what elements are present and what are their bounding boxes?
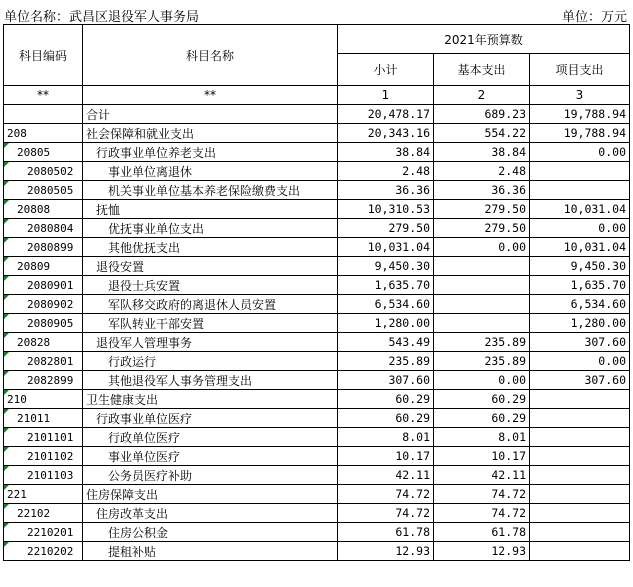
row-code: 22102 [4,504,83,523]
row-name: 住房改革支出 [83,504,338,523]
row-basic: 235.89 [434,333,530,352]
row-code: 2080901 [4,276,83,295]
row-subtotal: 74.72 [338,485,434,504]
row-code: 2082801 [4,352,83,371]
table-row [4,314,630,333]
row-project: 1,635.70 [530,276,630,295]
row-project [530,390,630,409]
table-row [4,485,630,504]
row-subtotal: 60.29 [338,409,434,428]
table-row [4,200,630,219]
row-subtotal: 42.11 [338,466,434,485]
row-code: 2080902 [4,295,83,314]
row-code: 2080804 [4,219,83,238]
row-project: 19,788.94 [530,105,630,124]
row-basic: 60.29 [434,390,530,409]
table-row [4,257,630,276]
row-name: 行政运行 [83,352,338,371]
row-subtotal: 279.50 [338,219,434,238]
table-row [4,428,630,447]
row-project: 10,031.04 [530,200,630,219]
row-subtotal: 20,343.16 [338,124,434,143]
row-name: 军队移交政府的离退休人员安置 [83,295,338,314]
row-code: 21011 [4,409,83,428]
row-name: 行政事业单位医疗 [83,409,338,428]
row-project: 1,280.00 [530,314,630,333]
row-project: 10,031.04 [530,238,630,257]
row-project: 6,534.60 [530,295,630,314]
row-project [530,428,630,447]
unit-name: 单位名称：武昌区退役军人事务局 [4,10,200,25]
budget-table [3,24,630,561]
row-basic: 8.01 [434,428,530,447]
table-row [4,542,630,561]
row-subtotal: 10.17 [338,447,434,466]
row-project [530,542,630,561]
row-basic: 235.89 [434,352,530,371]
header-project: 项目支出 [530,54,630,86]
row-project [530,504,630,523]
table-row [4,124,630,143]
row-subtotal: 307.60 [338,371,434,390]
row-project [530,181,630,200]
row-name: 住房公积金 [83,523,338,542]
row-basic: 42.11 [434,466,530,485]
row-name: 合计 [83,105,338,124]
table-row [4,143,630,162]
table-row [4,333,630,352]
table-row [4,181,630,200]
index-cell: 2 [434,86,530,105]
row-name: 卫生健康支出 [83,390,338,409]
row-code: 20809 [4,257,83,276]
row-code: 2080505 [4,181,83,200]
row-basic: 0.00 [434,238,530,257]
row-subtotal: 235.89 [338,352,434,371]
row-project [530,485,630,504]
row-basic: 0.00 [434,371,530,390]
row-name: 退役士兵安置 [83,276,338,295]
table-row [4,219,630,238]
row-name: 其他退役军人事务管理支出 [83,371,338,390]
row-basic: 554.22 [434,124,530,143]
row-subtotal: 12.93 [338,542,434,561]
row-basic: 60.29 [434,409,530,428]
row-basic: 74.72 [434,504,530,523]
row-project: 307.60 [530,371,630,390]
row-project [530,466,630,485]
index-cell: ** [4,86,83,105]
row-code: 2210201 [4,523,83,542]
row-subtotal: 60.29 [338,390,434,409]
row-subtotal: 543.49 [338,333,434,352]
row-basic: 10.17 [434,447,530,466]
row-subtotal: 36.36 [338,181,434,200]
row-name: 军队转业干部安置 [83,314,338,333]
table-row [4,162,630,181]
table-row [4,447,630,466]
header-budget-group: 2021年预算数 [338,25,630,54]
row-project [530,447,630,466]
table-row [4,523,630,542]
row-code: 2080502 [4,162,83,181]
row-project: 9,450.30 [530,257,630,276]
row-project: 0.00 [530,143,630,162]
row-subtotal: 38.84 [338,143,434,162]
row-code: 2210202 [4,542,83,561]
row-basic [434,276,530,295]
row-name: 抚恤 [83,200,338,219]
row-subtotal: 2.48 [338,162,434,181]
row-name: 其他优抚支出 [83,238,338,257]
row-basic [434,295,530,314]
row-basic: 38.84 [434,143,530,162]
row-code: 2080905 [4,314,83,333]
row-name: 优抚事业单位支出 [83,219,338,238]
row-name: 行政事业单位养老支出 [83,143,338,162]
row-basic: 279.50 [434,219,530,238]
table-row [4,371,630,390]
sheet-header [0,0,633,25]
row-name: 机关事业单位基本养老保险缴费支出 [83,181,338,200]
row-basic: 689.23 [434,105,530,124]
table-row [4,295,630,314]
row-subtotal: 74.72 [338,504,434,523]
row-project: 19,788.94 [530,124,630,143]
header-code: 科目编码 [4,25,83,86]
row-subtotal: 1,635.70 [338,276,434,295]
header-basic: 基本支出 [434,54,530,86]
row-code: 2101103 [4,466,83,485]
table-row [4,105,630,124]
row-subtotal: 10,310.53 [338,200,434,219]
row-project [530,162,630,181]
row-basic: 12.93 [434,542,530,561]
row-name: 退役军人管理事务 [83,333,338,352]
index-cell: 3 [530,86,630,105]
index-cell: ** [83,86,338,105]
row-subtotal: 20,478.17 [338,105,434,124]
table-row [4,504,630,523]
row-basic [434,257,530,276]
row-code: 20828 [4,333,83,352]
row-project [530,409,630,428]
row-subtotal: 6,534.60 [338,295,434,314]
row-subtotal: 61.78 [338,523,434,542]
header-name: 科目名称 [83,25,338,86]
row-basic: 36.36 [434,181,530,200]
row-code: 2080899 [4,238,83,257]
row-name: 事业单位离退休 [83,162,338,181]
row-code: 2101102 [4,447,83,466]
row-code: 2082899 [4,371,83,390]
row-code: 221 [4,485,83,504]
row-name: 提租补贴 [83,542,338,561]
index-row [4,86,630,105]
row-basic: 61.78 [434,523,530,542]
row-basic: 2.48 [434,162,530,181]
row-project: 307.60 [530,333,630,352]
row-code [4,105,83,124]
row-code: 208 [4,124,83,143]
row-name: 公务员医疗补助 [83,466,338,485]
row-code: 210 [4,390,83,409]
index-cell: 1 [338,86,434,105]
table-row [4,352,630,371]
table-row [4,390,630,409]
table-row [4,466,630,485]
row-project: 0.00 [530,352,630,371]
row-subtotal: 10,031.04 [338,238,434,257]
row-code: 20808 [4,200,83,219]
table-row [4,409,630,428]
row-basic: 279.50 [434,200,530,219]
row-code: 2101101 [4,428,83,447]
header-subtotal: 小计 [338,54,434,86]
row-project: 0.00 [530,219,630,238]
row-name: 事业单位医疗 [83,447,338,466]
table-row [4,238,630,257]
row-name: 住房保障支出 [83,485,338,504]
row-project [530,523,630,542]
currency-unit: 单位：万元 [561,10,627,25]
row-name: 社会保障和就业支出 [83,124,338,143]
row-code: 20805 [4,143,83,162]
row-basic: 74.72 [434,485,530,504]
row-subtotal: 1,280.00 [338,314,434,333]
row-name: 退役安置 [83,257,338,276]
row-basic [434,314,530,333]
table-row [4,276,630,295]
row-name: 行政单位医疗 [83,428,338,447]
row-subtotal: 8.01 [338,428,434,447]
row-subtotal: 9,450.30 [338,257,434,276]
